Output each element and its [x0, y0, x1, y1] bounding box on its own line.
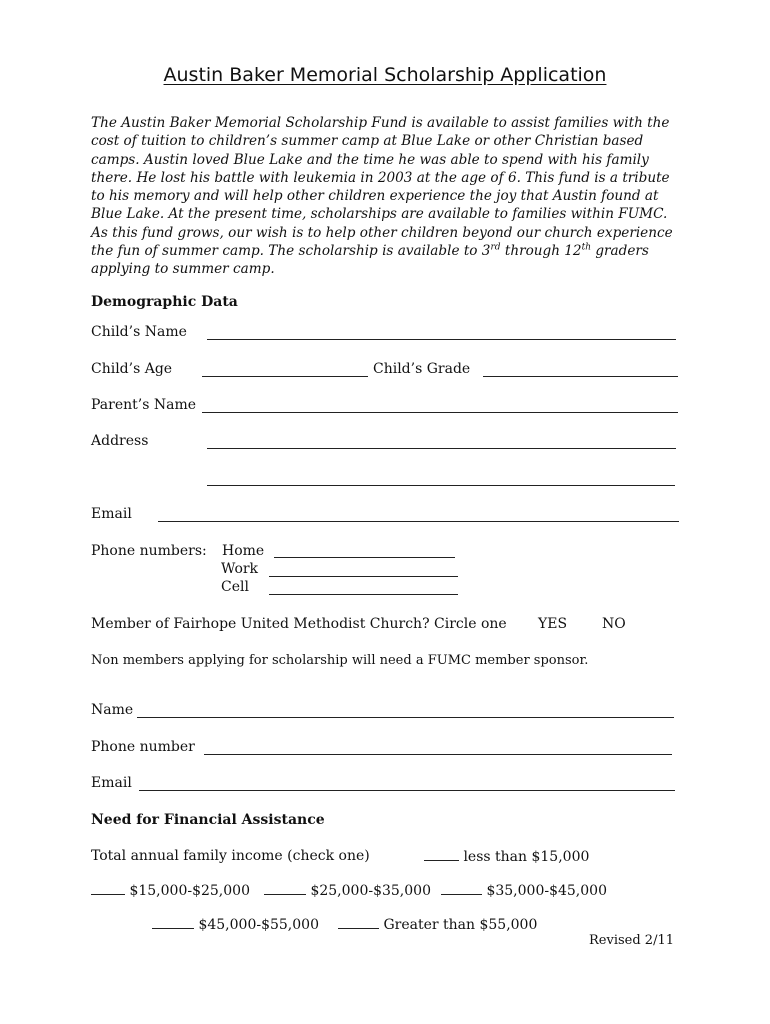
- income-option-over-55000[interactable]: [338, 916, 537, 934]
- checkbox-blank[interactable]: [264, 882, 306, 895]
- address-field-line2[interactable]: [207, 485, 675, 486]
- intro-text-part2: through 12: [500, 243, 582, 260]
- sponsor-name-label: Name: [91, 702, 134, 718]
- cell-phone-field[interactable]: [269, 594, 458, 595]
- sponsor-email-label: Email: [91, 775, 132, 791]
- income-option-label: $45,000-$55,000: [198, 917, 319, 933]
- membership-question: Member of Fairhope United Methodist Church? Circle one: [91, 616, 507, 632]
- address-label: Address: [91, 433, 149, 449]
- income-option-25000-35000[interactable]: [264, 882, 431, 900]
- sponsor-phone-label: Phone number: [91, 739, 195, 755]
- phone-numbers-label: Phone numbers:: [91, 543, 207, 559]
- intro-paragraph: [91, 114, 683, 279]
- sponsor-name-field[interactable]: [137, 717, 674, 718]
- income-option-label: Greater than $55,000: [383, 917, 538, 933]
- email-label: Email: [91, 506, 132, 522]
- checkbox-blank[interactable]: [91, 882, 125, 895]
- financial-heading: Need for Financial Assistance: [91, 812, 325, 828]
- parent-name-field[interactable]: [202, 412, 678, 413]
- checkbox-blank[interactable]: [424, 848, 459, 861]
- sponsor-note: Non members applying for scholarship will need a FUMC member sponsor.: [91, 653, 589, 668]
- income-option-label: $25,000-$35,000: [310, 883, 431, 899]
- income-option-15000-25000[interactable]: [91, 882, 250, 900]
- child-grade-field[interactable]: [483, 376, 678, 377]
- income-label: Total annual family income (check one): [91, 848, 370, 864]
- income-option-label: $15,000-$25,000: [129, 883, 250, 899]
- parent-name-label: Parent’s Name: [91, 397, 196, 413]
- work-phone-field[interactable]: [269, 576, 458, 577]
- revision-note: Revised 2/11: [589, 933, 674, 948]
- checkbox-blank[interactable]: [338, 916, 379, 929]
- intro-superscript-th: th: [581, 242, 592, 253]
- sponsor-email-field[interactable]: [139, 790, 675, 791]
- intro-text-part3: graders applying to summer camp.: [91, 243, 649, 278]
- sponsor-phone-field[interactable]: [204, 754, 672, 755]
- child-grade-label: Child’s Grade: [373, 361, 471, 377]
- intro-text-part1: The Austin Baker Memorial Scholarship Fund is available to assist families with the cost of tuition to children’s summer camp at Blue Lake or other Christian based camps. Austin loved Blue Lake and the time he was able to spend with his family there. He lost his battle with leukemia in 2003 at the age of 6. This fund is a tribute to his memory and will help other children experience the joy that Austin found at Blue Lake. At the present time, scholarships are available to families within FUMC. As this fund grows, our wish is to help other children beyond our church experience the fun of summer camp. The scholarship is available to 3: [91, 115, 673, 260]
- checkbox-blank[interactable]: [152, 916, 194, 929]
- home-phone-label: Home: [222, 543, 265, 559]
- child-age-label: Child’s Age: [91, 361, 173, 377]
- intro-superscript-rd: rd: [490, 242, 501, 253]
- demographic-heading: Demographic Data: [91, 294, 238, 310]
- email-field[interactable]: [158, 521, 679, 522]
- membership-no-option[interactable]: NO: [602, 616, 626, 632]
- income-option-label: less than $15,000: [463, 849, 590, 865]
- page-title: Austin Baker Memorial Scholarship Application: [163, 64, 607, 86]
- child-age-field[interactable]: [202, 376, 368, 377]
- income-option-label: $35,000-$45,000: [486, 883, 607, 899]
- child-name-field[interactable]: [207, 339, 676, 340]
- income-option-45000-55000[interactable]: [152, 916, 319, 934]
- income-option-under-15000[interactable]: [424, 848, 589, 866]
- membership-yes-option[interactable]: YES: [538, 616, 568, 632]
- child-name-label: Child’s Name: [91, 324, 187, 340]
- address-field-line1[interactable]: [207, 448, 676, 449]
- income-option-35000-45000[interactable]: [441, 882, 607, 900]
- home-phone-field[interactable]: [274, 557, 455, 558]
- work-phone-label: Work: [221, 561, 259, 577]
- checkbox-blank[interactable]: [441, 882, 482, 895]
- cell-phone-label: Cell: [221, 579, 249, 595]
